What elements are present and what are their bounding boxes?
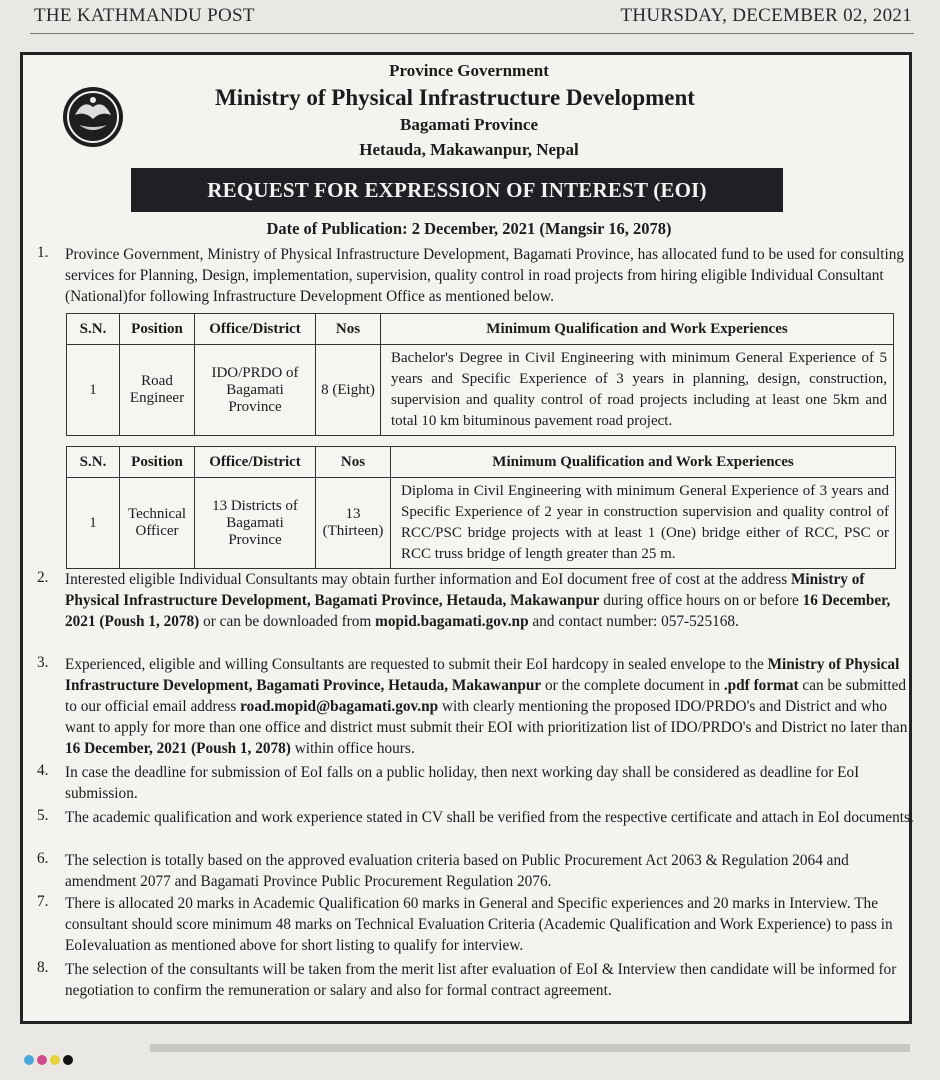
black-dot-icon xyxy=(63,1055,73,1065)
item-8-text: The selection of the consultants will be taken from the merit list after evaluation of EoI & Interview then candidate will be informed for negotiation to confirm the remuneration or salary and also for formal contract agreement. xyxy=(65,961,897,999)
bold-deadline: 16 December, 2021 (Poush 1, 2078) xyxy=(65,592,891,630)
masthead xyxy=(0,0,940,36)
text-span: within office hours. xyxy=(290,740,415,757)
item-number: 8. xyxy=(37,959,49,976)
text-span: or the complete document in xyxy=(541,677,724,694)
item-6-text: The selection is totally based on the approved evaluation criteria based on Public Procurement Act 2063 & Regulation 2064 and amendment 2077 and Bagamati Province Public Procurement Regulation 2076. xyxy=(65,852,849,890)
item-number: 3. xyxy=(37,654,49,671)
cell-qualification: Diploma in Civil Engineering with minimum General Experience of 3 years and Specific Experience of 2 year in construction supervision and quality control of RCC/PSC bridge projects with at least 1 (One) bridge either of RCC, PSC or RCC truss bridge of length greater than 25 m. xyxy=(391,478,896,569)
newspaper-name: THE KATHMANDU POST xyxy=(34,5,255,26)
masthead-rule xyxy=(30,33,914,34)
header-ministry: Ministry of Physical Infrastructure Development xyxy=(215,85,695,110)
text-span: or can be downloaded from xyxy=(199,613,376,630)
table-header-row xyxy=(67,447,896,478)
bold-format: .pdf format xyxy=(723,677,799,694)
bold-deadline: 16 December, 2021 (Poush 1, 2078) xyxy=(65,740,291,757)
print-registration-bar xyxy=(150,1044,910,1052)
table-row xyxy=(67,478,896,569)
item-5-text: The academic qualification and work experience stated in CV shall be verified from the respective certificate and attach in EoI documents. xyxy=(65,809,914,826)
item-number: 6. xyxy=(37,850,49,867)
bold-address: Ministry of Physical Infrastructure Development, Bagamati Province, Hetauda, Makawanpur xyxy=(65,571,865,609)
item-number: 5. xyxy=(37,807,49,824)
header-nos: Nos xyxy=(316,447,391,478)
text-span: and contact number: 057-525168. xyxy=(528,613,739,630)
item-number: 2. xyxy=(37,569,49,586)
cell-office: IDO/PRDO of Bagamati Province xyxy=(195,345,316,436)
item-number: 4. xyxy=(37,762,49,779)
notice-frame xyxy=(20,52,912,1024)
text-span: during office hours on or before xyxy=(599,592,803,609)
eoi-title-banner: REQUEST FOR EXPRESSION OF INTEREST (EOI) xyxy=(131,168,783,212)
text-span: with clearly mentioning the proposed IDO/PRDO's and District and who want to apply for more than one office and district must submit their EOI with prioritization list of IDO/PRDO's and District no later than xyxy=(65,698,908,736)
cell-office: 13 Districts of Bagamati Province xyxy=(195,478,316,569)
header-position: Position xyxy=(120,314,195,345)
header-position: Position xyxy=(120,447,195,478)
cell-position: Road Engineer xyxy=(120,345,195,436)
item-2-text xyxy=(65,569,915,632)
text-span: can be submitted to our official email address xyxy=(65,677,907,715)
header-province: Bagamati Province xyxy=(399,115,539,134)
header-qualification: Minimum Qualification and Work Experiences xyxy=(381,314,894,345)
print-color-marks xyxy=(24,1052,76,1070)
header-sn: S.N. xyxy=(67,314,120,345)
item-3-text xyxy=(65,654,915,759)
road-engineer-table xyxy=(66,313,894,436)
yellow-dot-icon xyxy=(50,1055,60,1065)
header-office: Office/District xyxy=(195,447,316,478)
cell-position: Technical Officer xyxy=(120,478,195,569)
magenta-dot-icon xyxy=(37,1055,47,1065)
header-qualification: Minimum Qualification and Work Experiences xyxy=(391,447,896,478)
bold-email: road.mopid@bagamati.gov.np xyxy=(240,698,439,715)
newspaper-date: THURSDAY, DECEMBER 02, 2021 xyxy=(620,5,912,26)
header-office: Office/District xyxy=(195,314,316,345)
cell-nos: 13 (Thirteen) xyxy=(316,478,391,569)
item-number: 7. xyxy=(37,893,49,910)
item-4-text: In case the deadline for submission of EoI falls on a public holiday, then next working day shall be considered as deadline for EoI submission. xyxy=(65,764,860,802)
bold-website: mopid.bagamati.gov.np xyxy=(375,613,529,630)
item-7-text: There is allocated 20 marks in Academic Qualification 60 marks in General and Specific experiences and 20 marks in Interview. The consultant should score minimum 48 marks on Technical Evaluation Criteria (Academic Qualification and Work Experience) to pass in EoIevaluation as mentioned above for short listing to qualify for interview. xyxy=(65,895,893,954)
cell-qualification: Bachelor's Degree in Civil Engineering with minimum General Experience of 5 years and Specific Experience of 3 years in planning, design, construction, supervision and quality control of road projects including at least one 5km and total 10 km bituminous pavement road project. xyxy=(381,345,894,436)
cell-nos: 8 (Eight) xyxy=(316,345,381,436)
table-row xyxy=(67,345,894,436)
cell-sn: 1 xyxy=(67,345,120,436)
item-1-text: Province Government, Ministry of Physical Infrastructure Development, Bagamati Province, has allocated fund to be used for consulting services for Planning, Design, implementation, supervision, quality control in road projects from hiring eligible Individual Consultant (National)for following Infrastructure Development Office as mentioned below. xyxy=(65,246,904,305)
publication-date: Date of Publication: 2 December, 2021 (Mangsir 16, 2078) xyxy=(266,219,672,238)
table-header-row xyxy=(67,314,894,345)
cyan-dot-icon xyxy=(24,1055,34,1065)
header-nos: Nos xyxy=(316,314,381,345)
text-span: Experienced, eligible and willing Consultants are requested to submit their EoI hardcopy in sealed envelope to the xyxy=(65,656,768,673)
text-span: Interested eligible Individual Consultants may obtain further information and EoI document free of cost at the address xyxy=(65,571,791,588)
header-address: Hetauda, Makawanpur, Nepal xyxy=(359,140,579,159)
technical-officer-table xyxy=(66,446,896,569)
cell-sn: 1 xyxy=(67,478,120,569)
item-number: 1. xyxy=(37,244,49,261)
bold-address: Ministry of Physical Infrastructure Development, Bagamati Province, Hetauda, Makawanpur xyxy=(65,656,900,694)
header-province-government: Province Government xyxy=(389,61,549,80)
header-sn: S.N. xyxy=(67,447,120,478)
